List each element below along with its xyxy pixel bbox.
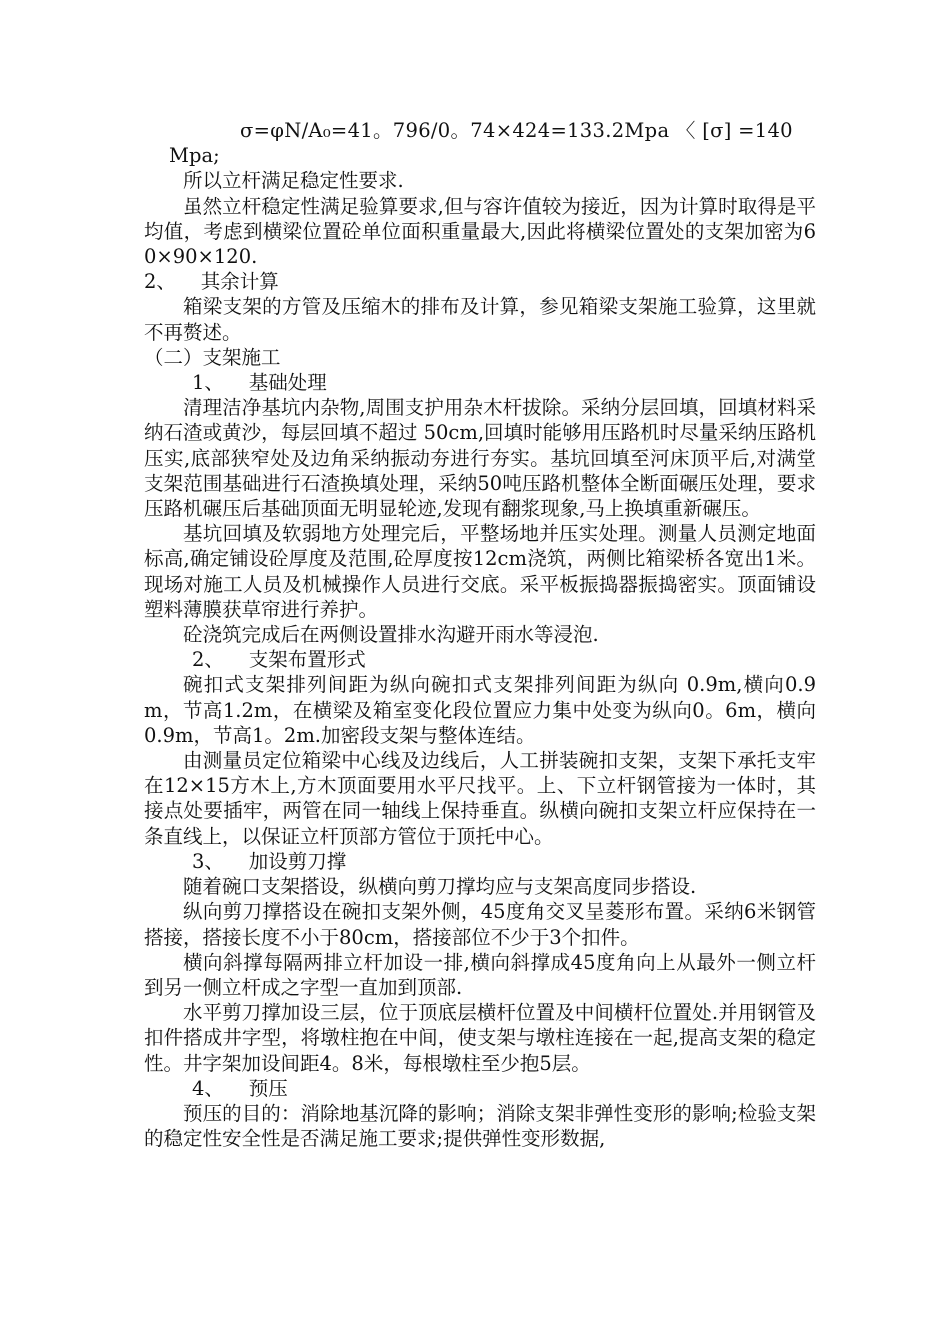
stress-formula: σ=φN/A₀=41。796/0。74×424=133.2Mpa 〈 [σ] =140 [240,119,793,142]
subsection-1-paragraph-2: 基坑回填及软弱地方处理完后，平整场地并压实处理。测量人员测定地面标高,确定铺设砼厚度及范围,砼厚度按12cm浇筑，两侧比箱梁桥各宽出1米。现场对施工人员及机械操作人员进行交底。采平板振捣器振捣密实。顶面铺设塑料薄膜获草帘进行养护。 [144,522,816,621]
subsection-3-paragraph-3: 横向斜撑每隔两排立杆加设一排,横向斜撑成45度角向上从最外一侧立杆到另一侧立杆成之字型一直加到顶部. [144,950,816,999]
subsection-3-paragraph-4: 水平剪刀撑加设三层，位于顶底层横杆位置及中间横杆位置处.并用钢管及扣件搭成井字型，将墩柱抱在中间，使支架与墩柱连接在一起,提高支架的稳定性。井字架加设间距4。8米，每根墩柱至少抱5层。 [144,1001,816,1075]
subsection-2-paragraph-1: 碗扣式支架排列间距为纵向碗扣式支架排列间距为纵向 0.9m,横向0.9m，节高1.2m，在横梁及箱室变化段位置应力集中处变为纵向0。6m，横向0.9m，节高1。2m.加密段支架与整体连结。 [144,673,816,747]
stability-conclusion: 所以立杆满足稳定性要求. [183,169,404,193]
subsection-2-paragraph-2: 由测量员定位箱梁中心线及边线后，人工拼装碗扣支架，支架下承托支牢在12×15方木上,方木顶面要用水平尺找平。上、下立杆钢管接为一体时，其接点处要插牢，两管在同一轴线上保持垂直。纵横向碗扣支架立杆应保持在一条直线上，以保证立杆顶部方管位于顶托中心。 [144,749,816,848]
document-page [144,118,816,1151]
subsection-4-heading: 4、 预压 [192,1076,288,1100]
subsection-3-heading: 3、 加设剪刀撑 [192,849,347,873]
subsection-1-paragraph-1: 清理洁净基坑内杂物,周围支护用杂木杆拔除。采纳分层回填，回填材料采纳石渣或黄沙，每层回填不超过 50cm,回填时能够用压路机时尽量采纳压路机压实,底部狭窄处及边角采纳振动夯进行夯实。基坑回填至河床顶平后,对满堂支架范围基础进行石渣换填处理，采纳50吨压路机整体全断面碾压处理，要求压路机碾压后基础顶面无明显轮迹,发现有翻浆现象,马上换填重新碾压。 [144,396,816,521]
section-2-heading: 2、 其余计算 [144,270,279,294]
subsection-2-heading: 2、 支架布置形式 [192,648,366,672]
subsection-3-paragraph-2: 纵向剪刀撑搭设在碗扣支架外侧，45度角交叉呈菱形布置。采纳6米钢管搭接，搭接长度不小于80cm，搭接部位不少于3个扣件。 [144,900,816,949]
reinforcement-note: 虽然立杆稳定性满足验算要求,但与容许值较为接近，因为计算时取得是平均值，考虑到横梁位置砼单位面积重量最大,因此将横梁位置处的支架加密为60×90×120. [144,194,816,269]
subsection-1-heading: 1、 基础处理 [192,371,327,395]
subsection-3-paragraph-1: 随着碗口支架搭设，纵横向剪刀撑均应与支架高度同步搭设. [183,875,697,899]
subsection-1-paragraph-3: 砼浇筑完成后在两侧设置排水沟避开雨水等浸泡. [183,623,599,647]
subsection-4-paragraph-1: 预压的目的：消除地基沉降的影响；消除支架非弹性变形的影响;检验支架的稳定性安全性是否满足施工要求;提供弹性变形数据, [144,1101,816,1151]
part-2-heading: （二）支架施工 [144,345,281,369]
section-2-paragraph: 箱梁支架的方管及压缩木的排布及计算，参见箱梁支架施工验算，这里就不再赘述。 [144,295,816,344]
stress-formula-continuation: Mpa; [169,144,220,168]
